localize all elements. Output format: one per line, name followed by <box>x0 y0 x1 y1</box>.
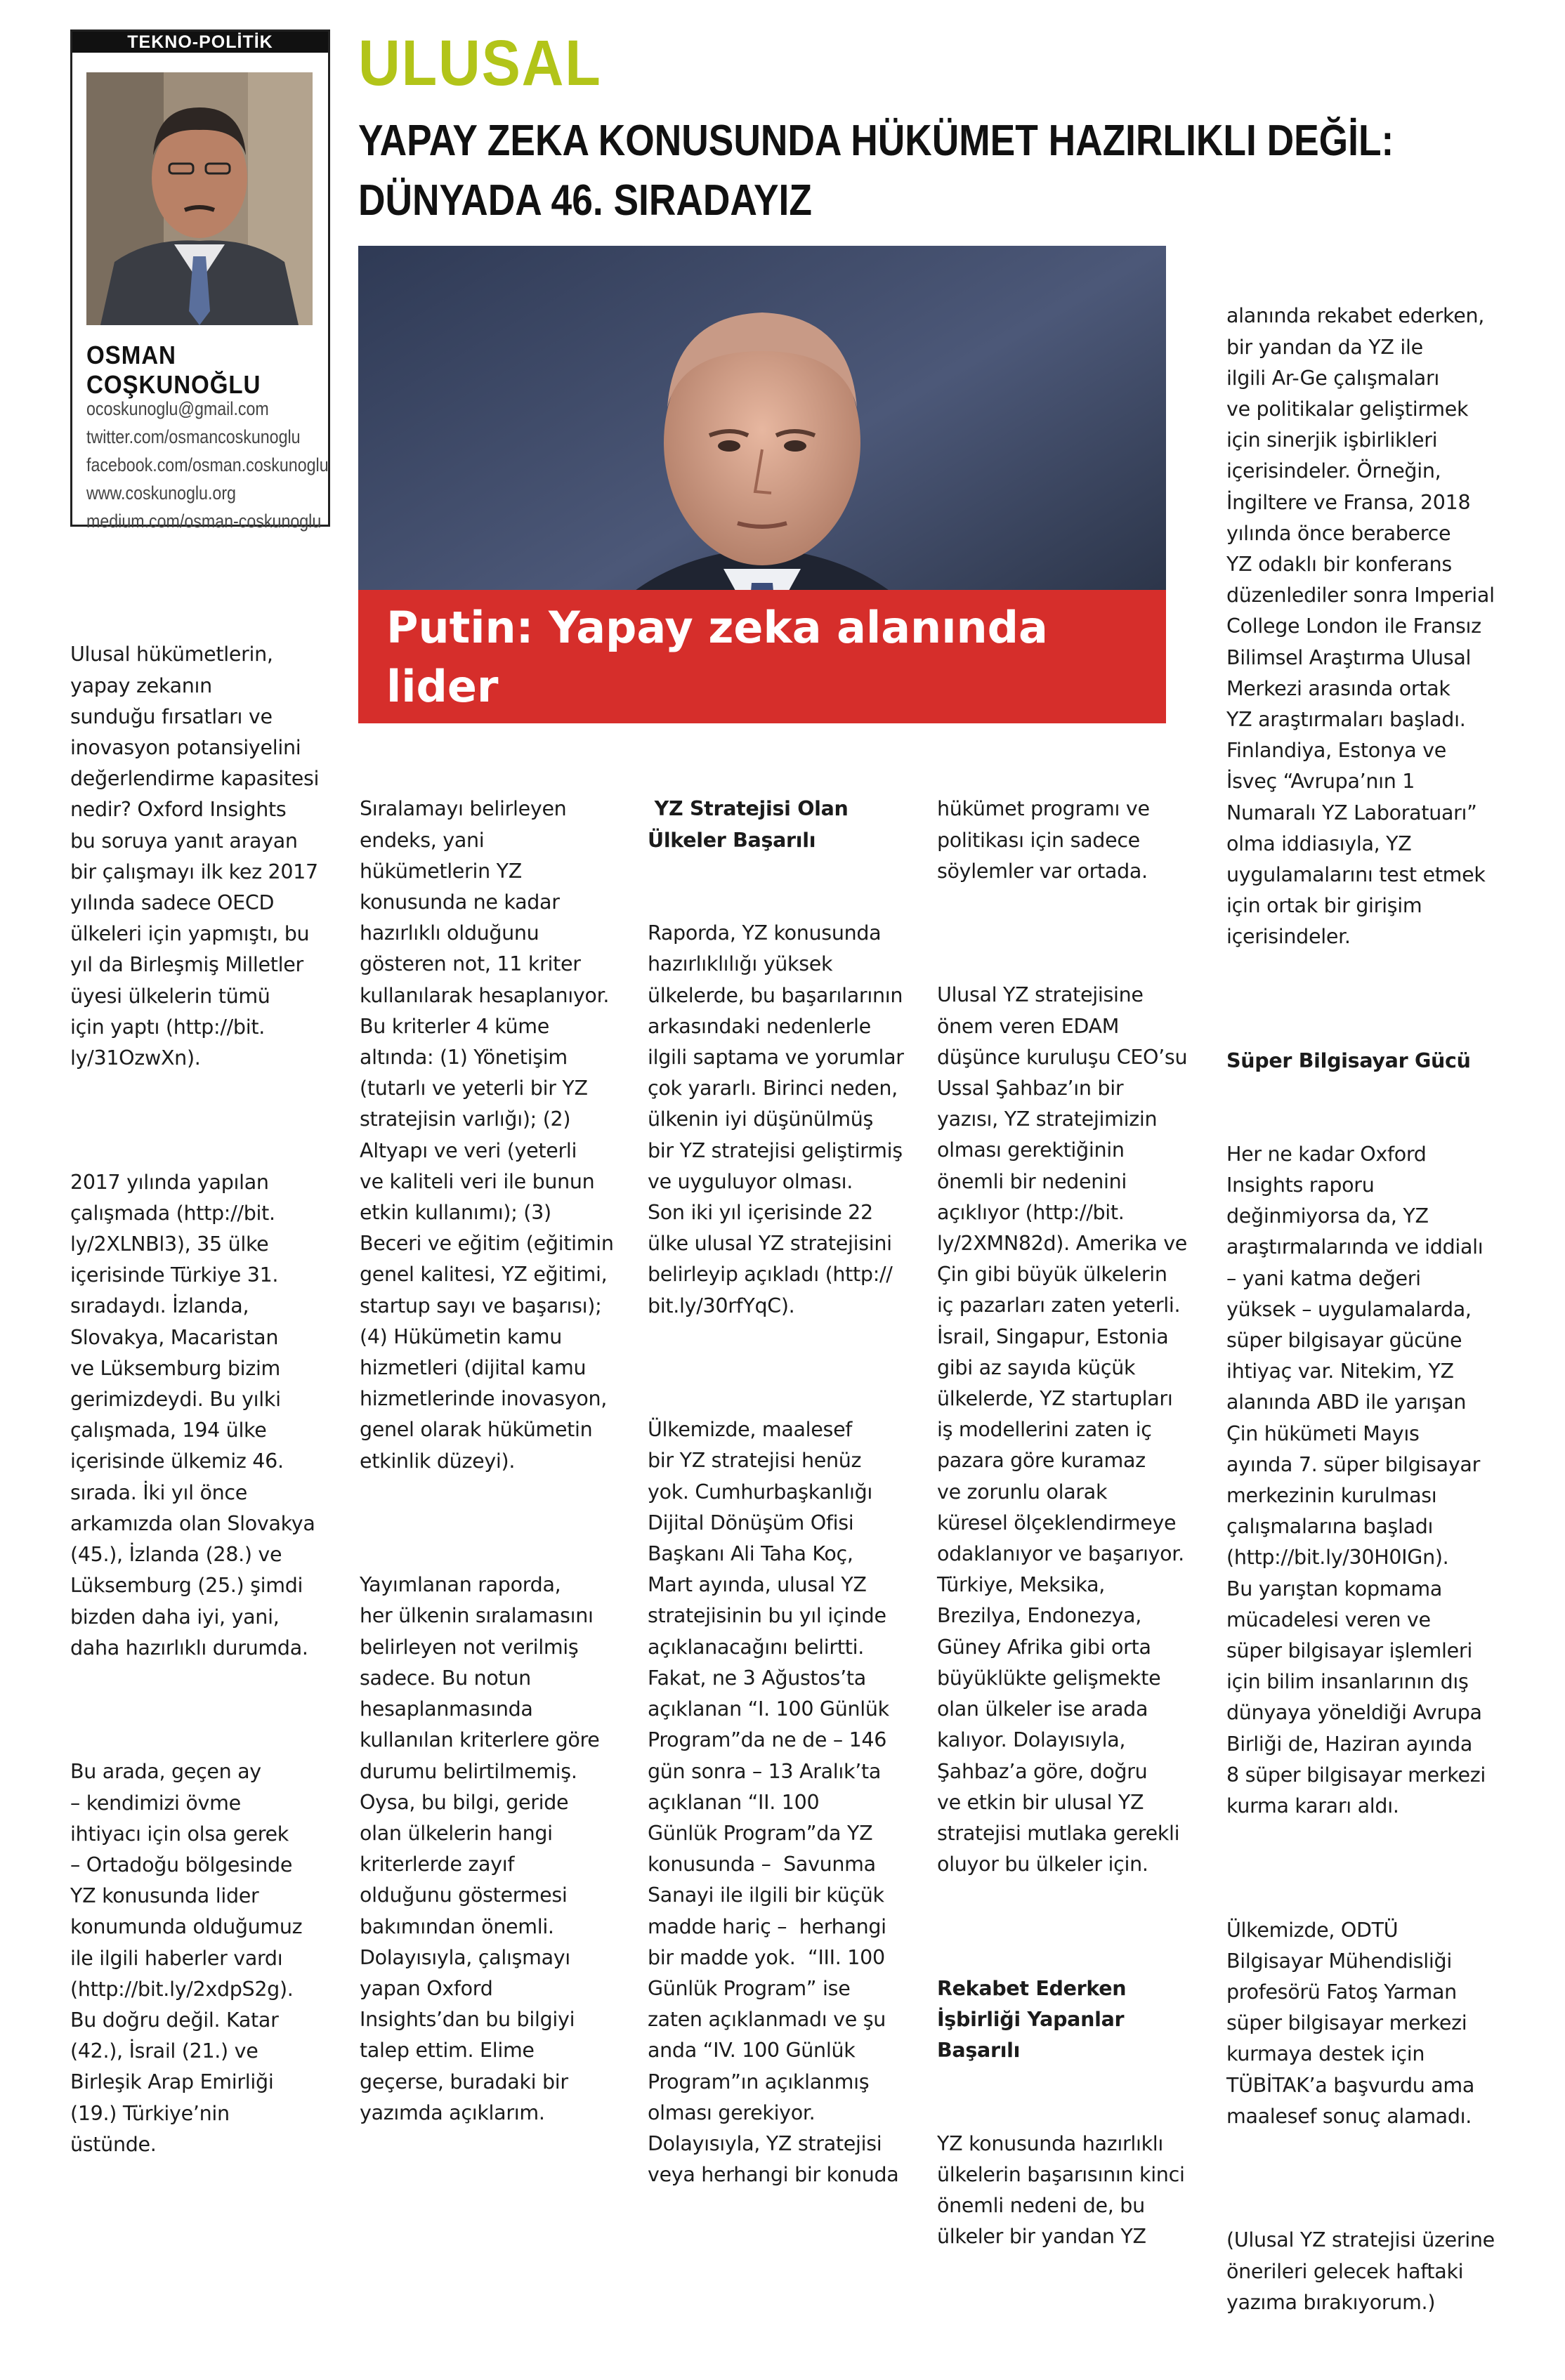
author-email[interactable]: ocoskunoglu@gmail.com <box>86 398 269 419</box>
author-facebook-link[interactable]: facebook.com/osman.coskunoglu <box>86 454 329 475</box>
main-photo <box>358 246 1166 771</box>
headline-line-2: DÜNYADA 46. SIRADAYIZ <box>358 176 812 225</box>
col5-paragraph-3: Ülkemizde, ODTÜ Bilgisayar Mühendisliği profesörü Fatoş Yarman süper bilgisayar merkezi kurmaya destek için TÜBİTAK’a başvurdu ama maalesef sonuç alamadı. <box>1226 1918 1475 2128</box>
col1-paragraph-3: Bu arada, geçen ay – kendimizi övme ihtiyacı için olsa gerek – Ortadoğu bölgesinde YZ konusunda lider konumunda olduğumuz ile ilgili haberler vardı (http://bit.ly/2xdpS2g). Bu doğru değil. Katar (42.), İsrail (21.) ve Birleşik Arap Emirliği (19.) Türkiye’nin üstünde. <box>70 1760 303 2156</box>
col4-paragraph-3: YZ konusunda hazırlıklı ülkelerin başarısının kinci önemli nedeni de, bu ülkeler bir yandan YZ <box>937 2131 1185 2249</box>
author-box <box>70 29 330 532</box>
col4-paragraph-1: hükümet programı ve politikası için sadece söylemler var ortada. <box>937 797 1150 883</box>
col5-paragraph-4: (Ulusal YZ stratejisi üzerine önerileri gelecek haftaki yazıma bırakıyorum.) <box>1226 2228 1495 2314</box>
photo-caption-line-1: Putin: Yapay zeka alanında lider <box>386 602 1048 712</box>
column-1 <box>70 577 319 2222</box>
col5-subheading: Süper Bilgisayar Gücü <box>1226 1049 1471 1073</box>
col4-subheading: Rekabet Ederken İşbirliği Yapanlar Başarılı <box>937 1976 1127 2063</box>
author-twitter-link[interactable]: twitter.com/osmancoskunoglu <box>86 426 301 447</box>
author-photo <box>86 72 313 325</box>
col3-subheading: YZ Stratejisi Olan Ülkeler Başarılı <box>648 797 849 852</box>
section-title: ULUSAL <box>358 27 602 99</box>
author-medium-link[interactable]: medium.com/osman-coskunoglu <box>86 511 322 532</box>
col4-paragraph-2: Ulusal YZ stratejisine önem veren EDAM düşünce kuruluşu CEO’su Ussal Şahbaz’ın bir yazısı, YZ stratejimizin olması gerektiğinin önemli bir nedenini açıklıyor (http://bit. ly/2XMN82d). Amerika ve Çin gibi büyük ülkelerin iç pazarları zaten yeterli. İsrail, Singapur, Estonia gibi az sayıda küçük ülkelerde, YZ startupları iş modellerini zaten iç pazara göre kuramaz ve zorunlu olarak küresel ölçeklendirmeye odaklanıyor ve başarıyor. Türkiye, Meksika, Brezilya, Endonezya, Güney Afrika gibi orta büyüklükte gelişmekte olan ülkeler ise arada kalıyor. Dolayısıyla, Şahbaz’a göre, doğru ve etkin bir ulusal YZ stratejisi mutlaka gerekli oluyor bu ülkeler için. <box>937 983 1188 1876</box>
column-3 <box>648 732 904 2253</box>
col2-paragraph-1: Sıralamayı belirleyen endeks, yani hükümetlerin YZ konusunda ne kadar hazırlıklı olduğunu gösteren not, 11 kriter kullanılarak hesaplanıyor. Bu kriterler 4 küme altında: (1) Yönetişim (tutarlı ve yeterli bir YZ stratejisin varlığı); (2) Altyapı ve veri (yeterli ve kaliteli veri ile bunun etkin kullanımı); (3) Beceri ve eğitim (eğitimin genel kalitesi, YZ eğitimi, startup sayı ve başarısı); (4) Hükümetin kamu hizmetleri (dijital kamu hizmetlerinde inovasyon, genel olarak hükümetin etkinlik düzeyi). <box>360 797 614 1473</box>
column-4 <box>937 732 1187 2315</box>
section-tag: TEKNO-POLİTİK <box>72 32 328 53</box>
col5-paragraph-1: alanında rekabet ederken, bir yandan da YZ ile ilgili Ar-Ge çalışmaları ve politikalar geliştirmek için sinerjik işbirlikleri içerisindeler. Örneğin, İngiltere ve Fransa, 2018 yılında önce beraberce YZ odaklı bir konferans düzenlediler sonra Imperial College London ile Fransız Bilimsel Araştırma Ulusal Merkezi arasında ortak YZ araştırmaları başladı. Finlandiya, Estonya ve İsveç “Avrupa’nın 1 Numaralı YZ Laboratuarı” olma iddiasıyla, YZ uygulamalarını test etmek için ortak bir girişim içerisindeler. <box>1226 304 1495 949</box>
col1-paragraph-2: 2017 yılında yapılan çalışmada (http://bit. ly/2XLNBl3), 35 ülke içerisinde Türkiye 31. sıradaydı. İzlanda, Slovakya, Macaristan ve Lüksemburg bizim gerimizdeydi. Bu yılki çalışmada, 194 ülke içerisinde ülkemiz 46. sırada. İki yıl önce arkamızda olan Slovakya (45.), İzlanda (28.) ve Lüksemburg (25.) şimdi bizden daha iyi, yani, daha hazırlıklı durumda. <box>70 1170 315 1659</box>
column-5 <box>1226 239 1495 2380</box>
col3-paragraph-2: Ülkemizde, maalesef bir YZ stratejisi henüz yok. Cumhurbaşkanlığı Dijital Dönüşüm Ofisi Başkanı Ali Taha Koç, Mart ayında, ulusal YZ stratejisinin bu yıl içinde açıklanacağını belirtti. Fakat, ne 3 Ağustos’ta açıklanan “I. 100 Günlük Program”da ne de – 146 gün sonra – 13 Aralık’ta açıklanan “II. 100 Günlük Program”da YZ konusunda – Savunma Sanayi ile ilgili bir küçük madde hariç – herhangi bir madde yok. “III. 100 Günlük Program” ise zaten açıklanmadı ve şu anda “IV. 100 Günlük Program”ın açıklanmış olması gerekiyor. Dolayısıyla, YZ stratejisi veya herhangi bir konuda <box>648 1418 899 2187</box>
author-website-link[interactable]: www.coskunoglu.org <box>86 482 236 504</box>
headline-line-1: YAPAY ZEKA KONUSUNDA HÜKÜMET HAZIRLIKLI DEĞİL: <box>358 117 1394 165</box>
photo-caption-line-2: olan ülke dünyayı yönetecek <box>386 720 1087 771</box>
col3-paragraph-1: Raporda, YZ konusunda hazırlıklılığı yüksek ülkelerde, bu başarılarının arkasındaki nedenlerle ilgili saptama ve yorumlar çok yararlı. Birinci neden, ülkenin iyi düşünülmüş bir YZ stratejisi geliştirmiş ve uyguluyor olması. Son iki yıl içerisinde 22 ülke ulusal YZ stratejisini belirleyip açıkladı (http:// bit.ly/30rfYqC). <box>648 921 904 1317</box>
col1-paragraph-1: Ulusal hükümetlerin, yapay zekanın sunduğu fırsatları ve inovasyon potansiyelini değerlendirme kapasitesi nedir? Oxford Insights bu soruya yanıt arayan bir çalışmayı ilk kez 2017 yılında sadece OECD ülkeleri için yapmıştı, bu yıl da Birleşmiş Milletler üyesi ülkelerin tümü için yaptı (http://bit. ly/31OzwXn). <box>70 643 320 1070</box>
photo-caption-band <box>358 590 1166 771</box>
column-2 <box>360 732 614 2190</box>
col2-paragraph-2: Yayımlanan raporda, her ülkenin sıralamasını belirleyen not verilmiş sadece. Bu notun hesaplanmasında kullanılan kriterlere göre durumu belirtilmemiş. Oysa, bu bilgi, geride olan ülkelerin hangi kriterlerde zayıf olduğunu göstermesi bakımından önemli. Dolayısıyla, çalışmayı yapan Oxford Insights’dan bu bilgiyi talep ettim. Elime geçerse, buradaki bir yazımda açıklarım. <box>360 1573 600 2124</box>
author-name: OSMAN COŞKUNOĞLU <box>86 341 261 399</box>
col5-paragraph-2: Her ne kadar Oxford Insights raporu değinmiyorsa da, YZ araştırmalarında ve iddialı – yani katma değeri yüksek – uygulamalarda, süper bilgisayar gücüne ihtiyaç var. Nitekim, YZ alanında ABD ile yarışan Çin hükümeti Mayıs ayında 7. süper bilgisayar merkezinin kurulması çalışmalarına başladı (http://bit.ly/30H0IGn). Bu yarıştan kopmama mücadelesi veren ve süper bilgisayar işlemleri için bilim insanlarının dış dünyaya yöneldiği Avrupa Birliği de, Haziran ayında 8 süper bilgisayar merkezi kurma kararı aldı. <box>1226 1142 1486 1817</box>
